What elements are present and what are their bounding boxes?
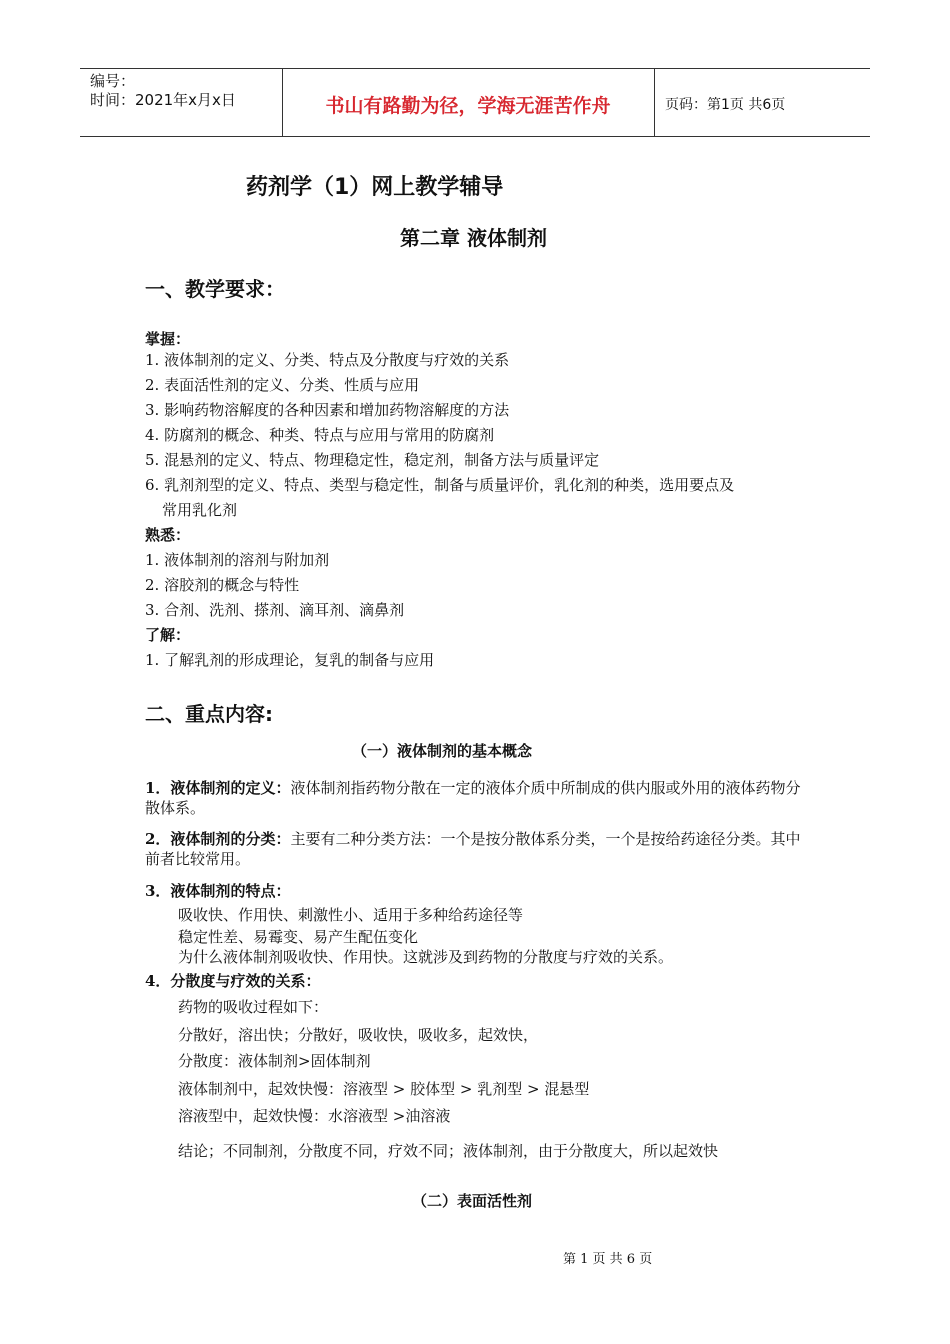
text-line: 为什么液体制剂吸收快、作用快。这就涉及到药物的分散度与疗效的关系。 [178,948,674,966]
text-line: 溶液型中，起效快慢：水溶液型 >油溶液 [178,1107,451,1125]
list-item-continuation: 常用乳化剂 [162,501,238,519]
subsection-title: （二）表面活性剂 [412,1192,533,1210]
list-item: 3. 影响药物溶解度的各种因素和增加药物溶解度的方法 [145,401,510,419]
header-divider [654,69,655,136]
date-label: 时间：2021年x月x日 [90,91,236,109]
page-footer: 第 1 页 共 6 页 [563,1252,653,1267]
paragraph-definition [145,778,810,818]
number-label: 编号： [90,72,136,90]
list-item: 1. 了解乳剂的形成理论，复乳的制备与应用 [145,651,435,669]
text-line: 药物的吸收过程如下： [178,998,329,1016]
list-item: 5. 混悬剂的定义、特点、物理稳定性，稳定剂，制备方法与质量评定 [145,451,600,469]
master-label: 掌握： [145,330,191,348]
section-heading: 一、教学要求： [145,277,285,301]
text-line: 吸收快、作用快、刺激性小、适用于多种给药途径等 [178,906,524,924]
familiar-label: 熟悉： [145,526,191,544]
paragraph-label: 3．液体制剂的特点： [145,882,291,900]
list-item: 1. 液体制剂的定义、分类、特点及分散度与疗效的关系 [145,351,510,369]
header-meta [90,72,236,110]
text-line: 分散好，溶出快；分散好，吸收快，吸收多，起效快， [178,1026,539,1044]
paragraph-classification [145,829,810,869]
text-line: 液体制剂中，起效快慢：溶液型 > 胶体型 > 乳剂型 > 混悬型 [178,1080,590,1098]
doc-title: 药剂学（1）网上教学辅导 [246,175,504,200]
list-item: 2. 溶胶剂的概念与特性 [145,576,300,594]
text-line: 稳定性差、易霉变、易产生配伍变化 [178,928,419,946]
paragraph-label: 4．分散度与疗效的关系： [145,972,321,990]
paragraph-text: 主要有二种分类方法：一个是按分散体系分类，一个是按给药途径分类。其中前者比较常用。 [145,830,801,868]
understand-label: 了解： [145,626,191,644]
paragraph-text: 液体制剂指药物分散在一定的液体介质中所制成的供内服或外用的液体药物分散体系。 [145,779,801,817]
motto: 书山有路勤为径，学海无涯苦作舟 [325,95,611,117]
paragraph-label: 2．液体制剂的分类： [145,830,291,848]
list-item: 2. 表面活性剂的定义、分类、性质与应用 [145,376,420,394]
page-info: 页码：第1页 共6页 [665,97,786,113]
paragraph-label: 1．液体制剂的定义： [145,779,291,797]
list-item: 4. 防腐剂的概念、种类、特点与应用与常用的防腐剂 [145,426,495,444]
section-heading: 二、重点内容: [145,702,273,726]
header-table [80,68,870,137]
list-item: 3. 合剂、洗剂、搽剂、滴耳剂、滴鼻剂 [145,601,405,619]
chapter-title: 第二章 液体制剂 [400,226,547,250]
list-item: 6. 乳剂剂型的定义、特点、类型与稳定性，制备与质量评价，乳化剂的种类，选用要点及 [145,476,735,494]
text-line: 分散度：液体制剂>固体制剂 [178,1052,371,1070]
subsection-title: （一）液体制剂的基本概念 [352,742,533,760]
list-item: 1. 液体制剂的溶剂与附加剂 [145,551,330,569]
text-line: 结论；不同制剂，分散度不同，疗效不同；液体制剂，由于分散度大，所以起效快 [178,1142,719,1160]
